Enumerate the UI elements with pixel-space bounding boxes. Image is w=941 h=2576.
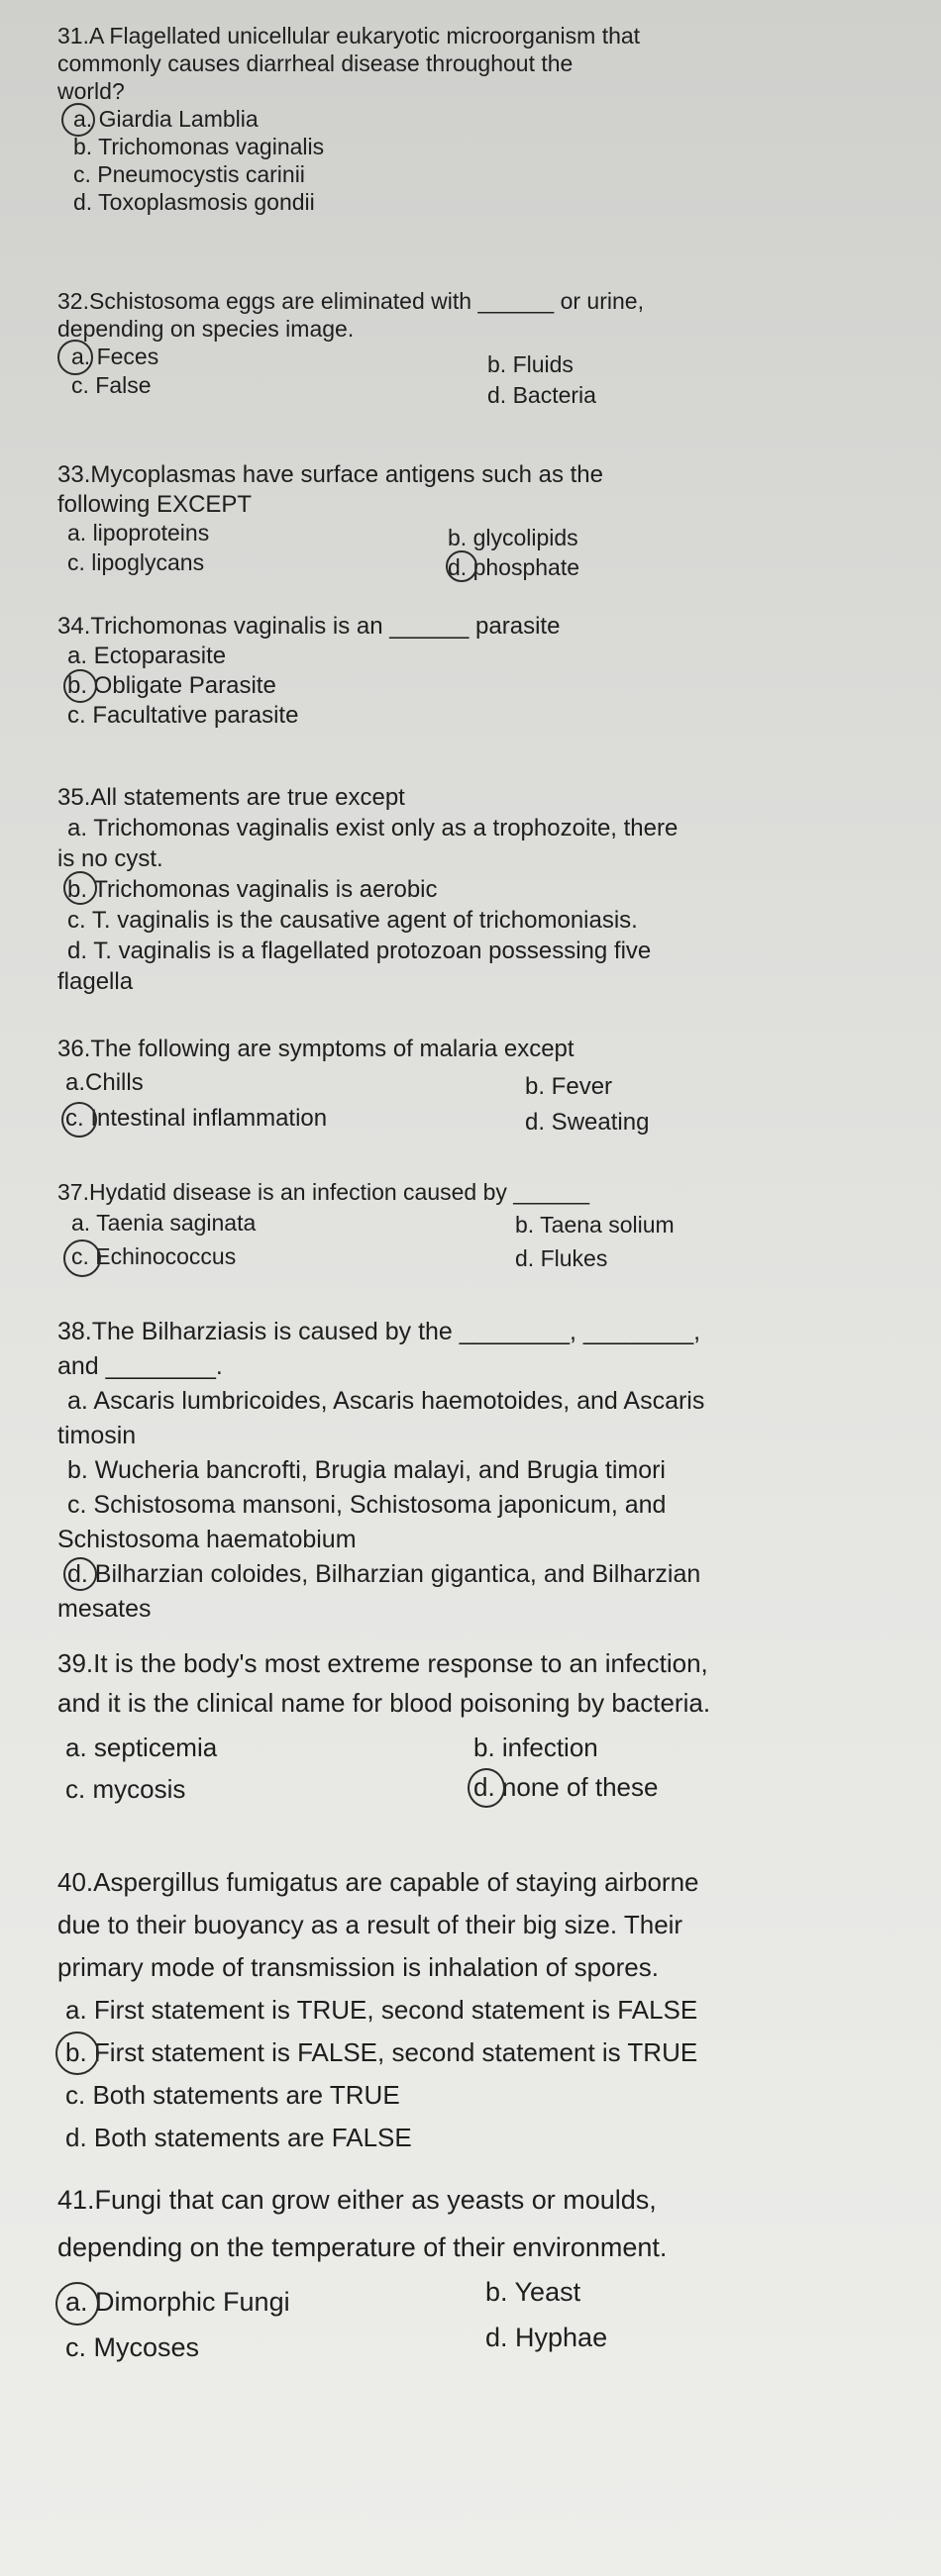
question-39-option-c[interactable]: c. mycosis [65, 1774, 186, 1804]
question-38-option-c[interactable]: c. Schistosoma mansoni, Schistosoma japonicum, and [67, 1491, 667, 1519]
question-38-option-a-cont: timosin [57, 1422, 137, 1449]
question-35-option-a-cont: is no cyst. [57, 845, 163, 872]
question-38-stem-line-2: and ________. [57, 1352, 223, 1380]
question-31-option-d[interactable]: d. Toxoplasmosis gondii [73, 189, 315, 215]
question-39-option-a[interactable]: a. septicemia [65, 1733, 218, 1762]
question-41-option-a[interactable]: a. Dimorphic Fungi [65, 2287, 290, 2317]
question-31-stem-line-2: commonly causes diarrheal disease throughout the [57, 50, 574, 76]
question-36-option-b[interactable]: b. Fever [525, 1073, 613, 1100]
question-38-option-a[interactable]: a. Ascaris lumbricoides, Ascaris haemotoides, and Ascaris [67, 1387, 705, 1415]
question-41-stem-line-2: depending on the temperature of their environment. [57, 2232, 668, 2262]
question-32-stem-line-1: 32.Schistosoma eggs are eliminated with ______ or urine, [57, 288, 644, 314]
question-35-option-c[interactable]: c. T. vaginalis is the causative agent of trichomoniasis. [67, 907, 638, 934]
question-37 [57, 1178, 899, 1206]
question-33-stem-line-2: following EXCEPT [57, 491, 253, 518]
question-39-option-b[interactable]: b. infection [473, 1733, 598, 1762]
question-38-option-c-cont: Schistosoma haematobium [57, 1526, 357, 1553]
question-31-stem-line-1: 31.A Flagellated unicellular eukaryotic microorganism that [57, 23, 641, 49]
question-37-option-b[interactable]: b. Taena solium [515, 1212, 675, 1238]
question-34 [57, 612, 899, 731]
question-37-stem-line-1: 37.Hydatid disease is an infection caused by ______ [57, 1179, 590, 1205]
question-31-option-c[interactable]: c. Pneumocystis carinii [73, 161, 305, 187]
question-37-option-c[interactable]: c. Echinococcus [71, 1243, 237, 1269]
question-40-stem-line-1: 40.Aspergillus fumigatus are capable of staying airborne [57, 1867, 699, 1897]
question-36-option-c[interactable]: c. Intestinal inflammation [65, 1105, 328, 1132]
question-40-option-a[interactable]: a. First statement is TRUE, second statement is FALSE [65, 1995, 698, 2025]
question-38-option-d-cont: mesates [57, 1595, 152, 1623]
question-38-option-d[interactable]: d. Bilharzian coloides, Bilharzian gigantica, and Bilharzian [67, 1560, 701, 1588]
question-39-option-d[interactable]: d. none of these [473, 1772, 659, 1802]
question-33 [57, 460, 899, 520]
question-39-stem-line-1: 39.It is the body's most extreme response to an infection, [57, 1648, 708, 1678]
question-33-stem-line-1: 33.Mycoplasmas have surface antigens such as the [57, 461, 603, 488]
question-31-option-a[interactable]: a. Giardia Lamblia [73, 106, 259, 132]
question-40-stem-line-2: due to their buoyancy as a result of their big size. Their [57, 1910, 683, 1939]
question-32-option-d[interactable]: d. Bacteria [487, 382, 596, 408]
question-39-stem-line-2: and it is the clinical name for blood poisoning by bacteria. [57, 1688, 711, 1718]
question-31 [57, 22, 899, 216]
question-41-option-c[interactable]: c. Mycoses [65, 2332, 200, 2362]
question-36-option-d[interactable]: d. Sweating [525, 1109, 650, 1136]
question-36 [57, 1035, 899, 1064]
question-37-option-a[interactable]: a. Taenia saginata [71, 1210, 257, 1236]
question-35-option-d-cont: flagella [57, 968, 134, 995]
question-35-stem-line-1: 35.All statements are true except [57, 784, 405, 811]
question-36-stem-line-1: 36.The following are symptoms of malaria except [57, 1036, 575, 1062]
question-35-option-a[interactable]: a. Trichomonas vaginalis exist only as a trophozoite, there [67, 815, 679, 842]
question-41-stem-line-1: 41.Fungi that can grow either as yeasts or moulds, [57, 2185, 657, 2215]
question-35-option-b[interactable]: b. Trichomonas vaginalis is aerobic [67, 876, 438, 903]
question-32-stem-line-2: depending on species image. [57, 316, 355, 342]
question-33-option-c[interactable]: c. lipoglycans [67, 549, 205, 575]
question-34-option-a[interactable]: a. Ectoparasite [67, 643, 227, 669]
question-40-option-b[interactable]: b. First statement is FALSE, second statement is TRUE [65, 2037, 698, 2067]
question-34-option-c[interactable]: c. Facultative parasite [67, 702, 299, 729]
question-38-option-b[interactable]: b. Wucheria bancrofti, Brugia malayi, and Brugia timori [67, 1456, 666, 1484]
question-35 [57, 782, 899, 997]
question-39 [57, 1643, 899, 1723]
question-32-option-b[interactable]: b. Fluids [487, 351, 574, 377]
question-34-stem-line-1: 34.Trichomonas vaginalis is an ______ parasite [57, 613, 561, 640]
question-32 [57, 287, 899, 343]
question-34-option-b[interactable]: b. Obligate Parasite [67, 672, 276, 699]
question-33-option-a[interactable]: a. lipoproteins [67, 520, 210, 545]
question-31-stem-line-3: world? [57, 78, 125, 104]
question-37-option-d[interactable]: d. Flukes [515, 1245, 608, 1271]
question-41-option-b[interactable]: b. Yeast [485, 2277, 581, 2307]
question-40-option-c[interactable]: c. Both statements are TRUE [65, 2080, 400, 2110]
question-40-option-d[interactable]: d. Both statements are FALSE [65, 2123, 412, 2152]
question-40 [57, 1861, 899, 2159]
question-31-option-b[interactable]: b. Trichomonas vaginalis [73, 134, 325, 159]
question-33-option-d[interactable]: d. phosphate [448, 554, 580, 580]
question-41 [57, 2176, 899, 2271]
question-38-stem-line-1: 38.The Bilharziasis is caused by the ________, ________, [57, 1318, 701, 1345]
question-33-option-b[interactable]: b. glycolipids [448, 525, 578, 550]
question-38 [57, 1315, 899, 1627]
question-40-stem-line-3: primary mode of transmission is inhalation of spores. [57, 1952, 659, 1982]
question-41-option-d[interactable]: d. Hyphae [485, 2323, 608, 2352]
question-35-option-d[interactable]: d. T. vaginalis is a flagellated protozoan possessing five [67, 938, 652, 964]
question-32-option-c[interactable]: c. False [71, 372, 152, 398]
question-36-option-a[interactable]: a.Chills [65, 1069, 144, 1096]
question-32-option-a[interactable]: a. Feces [71, 344, 159, 369]
